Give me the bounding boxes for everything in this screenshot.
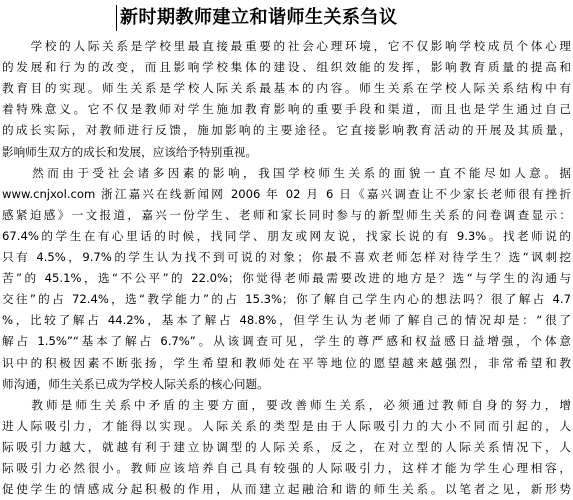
article-title: 新时期教师建立和谐师生关系刍议 — [120, 7, 398, 28]
paragraph-line: 师沟通，师生关系已成为学校人际关系的核心问题。 — [2, 376, 269, 391]
paragraph-line: www.cnjxol.com 浙江嘉兴在线新闻网 2006 年 02 月 6 日《嘉兴调查让不少家长老师很有挫折 — [2, 186, 571, 201]
paragraph-line: 的成长实际，对教师进行反馈，施加影响的主要途径。它直接影响教育活动的开展及其质量， — [2, 123, 571, 138]
paragraph-line: 着特殊意义。它不仅是教师对学生施加教育影响的重要手段和渠道，而且也是学生通过自己 — [2, 102, 571, 117]
paragraph-line: 交往”的占 72.4%，选“教学能力”的占 15.3%；你了解自己学生内心的想法吗？很了解占 4.7 — [2, 292, 571, 307]
paragraph-line: 教育目的实现。师生关系是学校人际关系最基本的内容。师生关系在学校人际关系结构中有 — [2, 81, 571, 96]
paragraph-line: 苦”的 45.1%，选“不公平”的 22.0%；你觉得老师最需要改进的地方是？选“与学生的沟通与 — [2, 271, 571, 286]
paragraph-line: 感紧迫感》一文报道，嘉兴一份学生、老师和家长同时参与的新型师生关系的问卷调查显示： — [2, 207, 571, 222]
paragraph-line: 然而由于受社会诸多因素的影响，我国学校师生关系的面貌一直不能尽如人意。据 — [2, 165, 571, 180]
paragraph-line: 际吸引力越大，就越有利于建立协调型的人际关系，反之，在对立型的人际关系情况下，人 — [2, 439, 571, 454]
paragraph-line: 只有 4.5%，9.7%的学生认为找不到可说的对象；你最不喜欢老师怎样对待学生？选“讽刺挖 — [2, 250, 571, 264]
paragraph-line: 际吸引力必然很小。教师应该培养自己具有较强的人际吸引力，这样才能为学生心理相容， — [2, 461, 571, 475]
paragraph-line: %，比较了解占 44.2%，基本了解占 48.8%，但学生认为老师了解自己的情况却是：“很了 — [2, 313, 571, 328]
paragraph-line: 进人际吸引力，才能得以实现。人际关系的类型是由于人际吸引力的大小不同而引起的，人 — [2, 418, 571, 433]
paragraph-line: 影响师生双方的成长和发展，应该给予特别重视。 — [2, 144, 258, 159]
paragraph-line: 学校的人际关系是学校里最直接最重要的社会心理环境，它不仅影响学校成员个体心理 — [2, 39, 571, 53]
text-cursor — [116, 5, 117, 31]
paragraph-line: 的发展和行为的改变，而且影响学校集体的建设、组织效能的发挥，影响教育质量的提高和 — [2, 60, 571, 75]
paragraph-line: 促使学生的情感成分起积极的作用，从而建立起融洽和谐的师生关系。以笔者之见，新形势 — [2, 482, 571, 497]
paragraph-line: 解占 1.5%”“基本了解占 6.7%”。从该调查可见，学生的尊严感和权益感日益增强，个体意 — [2, 334, 571, 349]
paragraph-line: 教师是师生关系中矛盾的主要方面，要改善师生关系，必须通过教师自身的努力，增 — [2, 397, 571, 412]
paragraph-line: 识中的积极因素不断张扬，学生希望和教师处在平等地位的愿望越来越强烈，非常希望和教 — [2, 355, 571, 370]
paragraph-line: 67.4%的学生在有心里话的时候，找同学、朋友或网友说，找家长说的有 9.3%。找老师说的 — [2, 228, 571, 243]
